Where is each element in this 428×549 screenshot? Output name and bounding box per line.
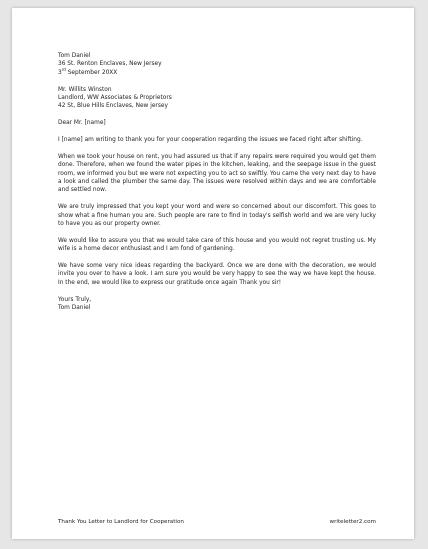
date-suffix: rd: [61, 66, 66, 72]
recipient-title: Landlord, WW Associates & Proprietors: [58, 95, 172, 102]
paragraph-3: We are truly impressed that you kept your word and were so concerned about our discomfort. This goes to show what a fine human you are. Such people are rare to find in today's selfish world and we are very lucky to have you as our property owner.: [58, 204, 376, 228]
paragraph-1: I [name] am writing to thank you for your cooperation regarding the issues we faced right after shifting.: [58, 137, 363, 144]
sender-block: [58, 52, 376, 77]
letter-body: [58, 52, 376, 321]
closing-name: Tom Daniel: [58, 305, 91, 312]
salutation: Dear Mr. [name]: [58, 120, 106, 127]
paragraph-2: When we took your house on rent, you had assured us that if any repairs were required you would get them done. Therefore, when we found the water pipes in the kitchen, leaking, and the seepage issue in the guest room, we informed you but we were not expecting you to act so swiftly. You came the very next day to have a look and called the plumber the same day. The issues were resolved within days and we are comfortable and settled now.: [58, 153, 376, 194]
recipient-block: [58, 86, 376, 111]
sender-name: Tom Daniel: [58, 53, 91, 59]
letter-date: [58, 66, 376, 77]
recipient-address: 42 St, Blue Hills Enclaves, New jersey: [58, 103, 168, 110]
paragraph-5: We have some very nice ideas regarding the backyard. Once we are done with the decoration, we would invite you over to have a look. I am sure you would be very happy to see the way we have kept the house. In the end, we would like to express our gratitude once again Thank you sir!: [58, 263, 376, 286]
date-day: 3: [58, 69, 62, 76]
date-rest: September 20XX: [65, 69, 118, 76]
closing-block: [58, 296, 376, 313]
sender-address: 36 St. Renton Enclaves, New Jersey: [58, 61, 162, 68]
paragraph-4: We would like to assure you that we would take care of this house and you would not regret trusting us. My wife is a home decor enthusiast and I am fond of gardening.: [58, 237, 376, 253]
footer-site-link[interactable]: writeletter2.com: [329, 519, 376, 525]
recipient-name: Mr. Willits Winston: [58, 86, 112, 93]
valediction: Yours Truly,: [58, 296, 92, 303]
footer-title: Thank You Letter to Landlord for Cooperation: [58, 519, 184, 525]
letter-page: [12, 8, 414, 539]
